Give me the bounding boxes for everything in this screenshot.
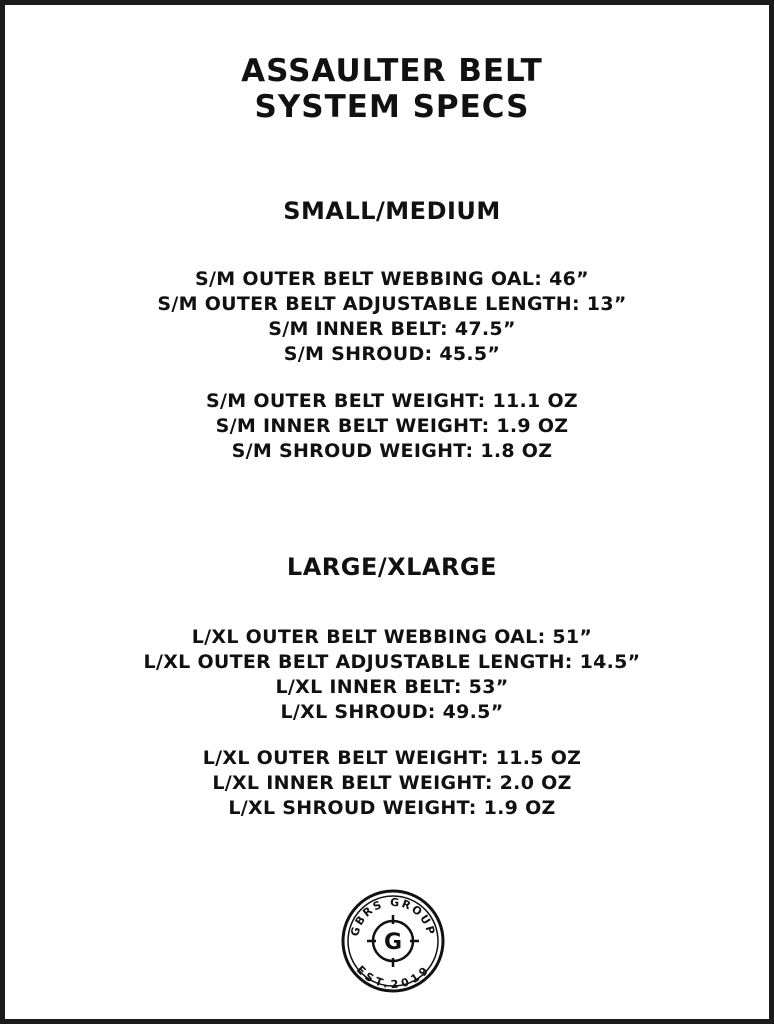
spec-line: S/M OUTER BELT WEIGHT: 11.1 OZ [206, 390, 578, 412]
large-xlarge-dimensions [5, 625, 774, 725]
seal-bottom-text: EST.2019 [353, 963, 433, 992]
seal-center-letter: G [383, 930, 403, 955]
seal-top-text: GBRS GROUP [348, 895, 438, 938]
section-heading-large-xlarge: LARGE/XLARGE [286, 553, 498, 581]
spec-line: L/XL SHROUD WEIGHT: 1.9 OZ [228, 797, 556, 819]
spec-line: S/M OUTER BELT WEBBING OAL: 46” [195, 268, 589, 290]
title-line-1: ASSAULTER BELT [241, 53, 543, 89]
spec-line: L/XL OUTER BELT ADJUSTABLE LENGTH: 14.5” [143, 651, 641, 673]
spec-line: S/M INNER BELT WEIGHT: 1.9 OZ [215, 415, 569, 437]
section-heading-small-medium: SMALL/MEDIUM [283, 197, 501, 225]
spec-line: L/XL OUTER BELT WEBBING OAL: 51” [191, 626, 593, 648]
spec-line: L/XL SHROUD: 49.5” [280, 701, 504, 723]
small-medium-dimensions [5, 267, 774, 367]
large-xlarge-section [5, 553, 774, 581]
small-medium-section [5, 197, 774, 225]
spec-line: S/M OUTER BELT ADJUSTABLE LENGTH: 13” [157, 293, 627, 315]
gbrs-group-seal-icon [341, 889, 445, 993]
spec-line: L/XL OUTER BELT WEIGHT: 11.5 OZ [202, 747, 582, 769]
title-line-2: SYSTEM SPECS [254, 89, 530, 125]
large-xlarge-weights [5, 746, 774, 821]
spec-line: S/M SHROUD WEIGHT: 1.8 OZ [231, 440, 553, 462]
spec-line: L/XL INNER BELT: 53” [275, 676, 509, 698]
spec-line: S/M INNER BELT: 47.5” [268, 318, 516, 340]
page-title [5, 53, 774, 125]
spec-line: L/XL INNER BELT WEIGHT: 2.0 OZ [212, 772, 572, 794]
small-medium-weights [5, 389, 774, 464]
spec-line: S/M SHROUD: 45.5” [283, 343, 501, 365]
